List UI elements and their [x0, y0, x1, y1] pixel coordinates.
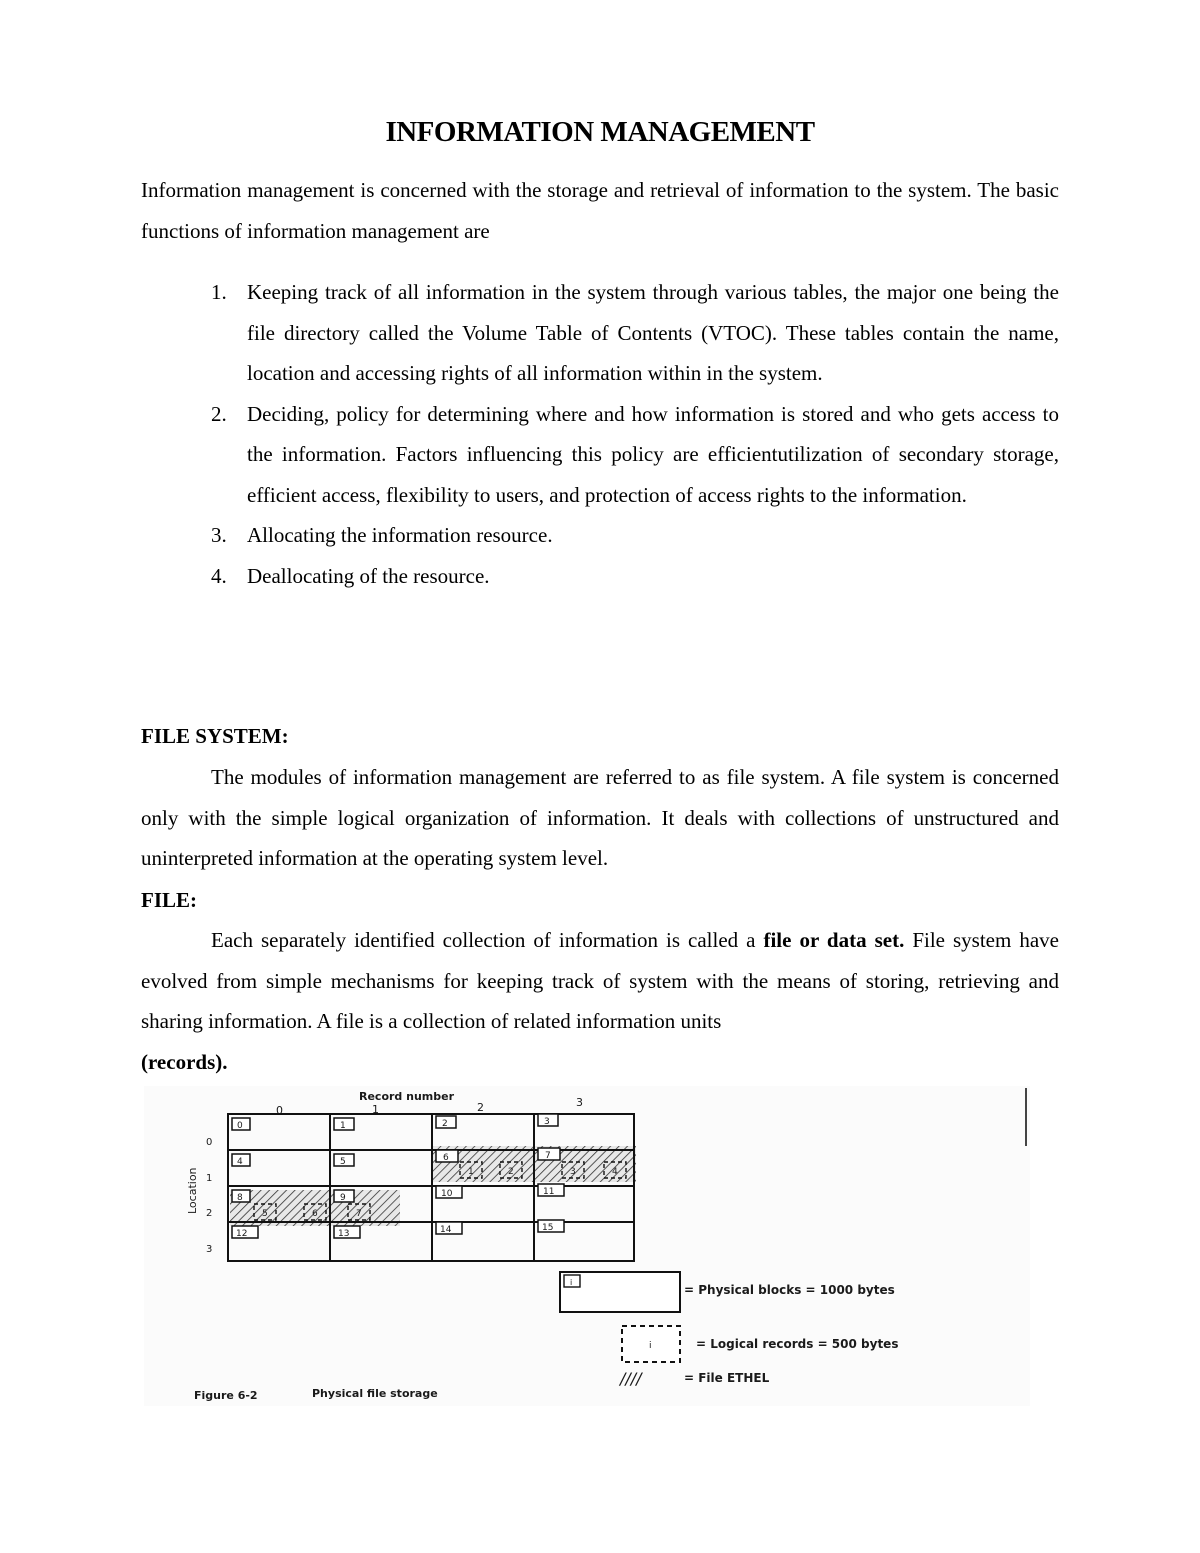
records-term: (records). — [141, 1049, 228, 1074]
file-paragraph — [141, 920, 1059, 1082]
file-system-paragraph: The modules of information management are referred to as file system. A file system is concerned only with the simple logical organization of information. It deals with collections of unstructured and uninterpreted information at the operating system level. — [141, 765, 1059, 870]
legend-file-ethel-symbol: //// — [620, 1369, 642, 1388]
logical-record-number: 4 — [612, 1167, 618, 1177]
block-number: 5 — [340, 1157, 346, 1167]
legend-logical-record-symbol-label: i — [649, 1341, 652, 1351]
list-item-number: 1. — [211, 280, 227, 304]
column-label: 2 — [477, 1101, 484, 1114]
block-number: 10 — [441, 1189, 453, 1199]
file-text-after: File system have evolved from simple mechanisms for keeping track of system with the means of storing, retrieving and sharing information. A file is a collection of related information units — [141, 928, 1059, 1033]
block-number: 9 — [340, 1193, 346, 1203]
list-item-text: Keeping track of all information in the system through various tables, the major one being the file directory called the Volume Table of Contents (VTOC). These tables contain the name, location and accessing rights of all information within in the system. — [247, 280, 1059, 385]
column-label: 0 — [276, 1104, 283, 1117]
list-item-text: Deciding, policy for determining where and how information is stored and who gets access to the information. Factors influencing this policy are efficientutilization of secondary storage, efficient access, flexibility to users, and protection of access rights to the information. — [247, 401, 1059, 507]
physical-file-storage-figure — [144, 1086, 1030, 1406]
block-number: 1 — [340, 1121, 346, 1131]
row-label: 0 — [206, 1137, 213, 1148]
list-item-number: 2. — [211, 401, 227, 426]
figure-background — [144, 1086, 1030, 1406]
file-system-heading: FILE SYSTEM: — [141, 724, 289, 748]
list-item — [141, 556, 1059, 597]
block-number: 14 — [440, 1225, 452, 1235]
row-label: 2 — [206, 1208, 213, 1219]
location-axis-label: Location — [186, 1167, 199, 1214]
block-number: 0 — [237, 1121, 243, 1131]
intro-paragraph: Information management is concerned with the storage and retrieval of information to the system. The basic functions of information management are — [141, 178, 1059, 243]
column-label: 3 — [576, 1096, 583, 1109]
block-number: 6 — [443, 1153, 449, 1163]
legend-physical-block-text: = Physical blocks = 1000 bytes — [684, 1283, 895, 1297]
file-heading: FILE: — [141, 888, 198, 912]
block-number: 3 — [544, 1117, 550, 1127]
block-number: 11 — [543, 1187, 555, 1197]
row-label: 3 — [206, 1244, 213, 1255]
logical-record-number: 3 — [570, 1167, 576, 1177]
logical-record-number: 5 — [262, 1209, 268, 1219]
logical-record-number: 7 — [356, 1209, 362, 1219]
list-item-number: 3. — [211, 523, 227, 547]
block-number: 2 — [442, 1119, 448, 1129]
list-item-text: Allocating the information resource. — [247, 523, 553, 547]
row-label: 1 — [206, 1173, 213, 1184]
list-item-number: 4. — [211, 563, 227, 588]
block-number: 8 — [237, 1193, 243, 1203]
logical-record-number: 2 — [508, 1167, 514, 1177]
block-number: 12 — [236, 1229, 248, 1239]
list-item-text: Deallocating of the resource. — [247, 563, 490, 588]
page-title: INFORMATION MANAGEMENT — [385, 116, 815, 148]
file-text-before: Each separately identified collection of information is called a — [211, 928, 764, 952]
legend-file-ethel-text: = File ETHEL — [684, 1371, 770, 1385]
list-item — [141, 272, 1059, 394]
figure-svg — [144, 1086, 1030, 1406]
column-label: 1 — [372, 1103, 379, 1116]
list-item — [141, 394, 1059, 516]
functions-list — [141, 272, 1059, 596]
block-number: 4 — [237, 1157, 243, 1167]
block-number: 7 — [545, 1151, 551, 1161]
figure-caption-number: Figure 6-2 — [194, 1389, 258, 1402]
block-number: 15 — [542, 1223, 554, 1233]
logical-record-number: 1 — [468, 1167, 474, 1177]
file-term: file or data set. — [763, 928, 905, 952]
logical-record-number: 6 — [312, 1209, 318, 1219]
list-item — [141, 515, 1059, 556]
figure-caption-text: Physical file storage — [312, 1387, 438, 1400]
legend-physical-block-symbol-label: i — [570, 1278, 573, 1287]
record-number-label: Record number — [359, 1090, 455, 1103]
legend-logical-record-text: = Logical records = 500 bytes — [696, 1337, 899, 1351]
block-number: 13 — [338, 1229, 350, 1239]
